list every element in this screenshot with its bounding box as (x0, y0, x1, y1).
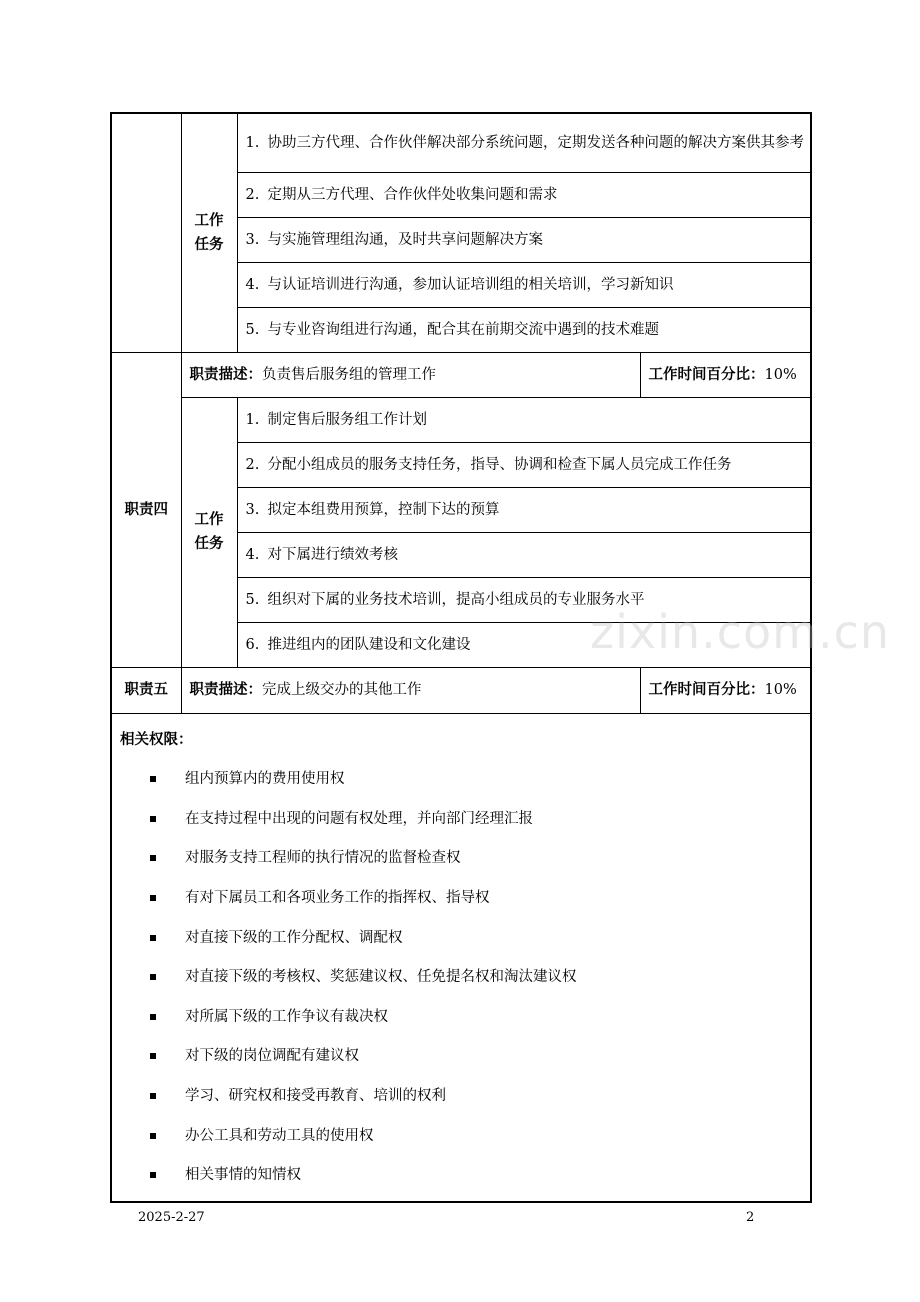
task-item: 5. 组织对下属的业务技术培训，提高小组成员的专业服务水平 (237, 577, 811, 622)
list-item: 对下级的岗位调配有建议权 (120, 1037, 810, 1077)
bullet-icon (150, 1053, 156, 1059)
task-item: 6. 推进组内的团队建设和文化建设 (237, 622, 811, 667)
permissions-title: 相关权限： (120, 731, 193, 748)
list-item: 学习、研究权和接受再教育、培训的权利 (120, 1076, 810, 1116)
task-item: 1. 协助三方代理、合作伙伴解决部分系统问题，定期发送各种问题的解决方案供其参考 (237, 113, 811, 172)
task-label: 工作任务 (181, 113, 237, 352)
watermark: zixin.com.cn (590, 605, 891, 659)
list-item: 相关事情的知情权 (120, 1155, 810, 1195)
page-number: 2 (746, 1210, 755, 1225)
task-item: 3. 与实施管理组沟通，及时共享问题解决方案 (237, 217, 811, 262)
list-item: 对直接下级的考核权、奖惩建议权、任免提名权和淘汰建议权 (120, 957, 810, 997)
bullet-icon (150, 1133, 156, 1139)
list-item: 对服务支持工程师的执行情况的监督检查权 (120, 839, 810, 879)
bullet-icon (150, 1014, 156, 1020)
task-item: 4. 对下属进行绩效考核 (237, 532, 811, 577)
duty5-time-percentage: 工作时间百分比：10% (640, 667, 811, 713)
permissions-list (120, 760, 810, 1196)
footer-date: 2025-2-27 (138, 1210, 205, 1225)
list-item: 对所属下级的工作争议有裁决权 (120, 997, 810, 1037)
list-item: 对直接下级的工作分配权、调配权 (120, 918, 810, 958)
task-item: 4. 与认证培训进行沟通，参加认证培训组的相关培训，学习新知识 (237, 262, 811, 307)
duty4-time-percentage: 工作时间百分比：10% (640, 352, 811, 397)
list-item: 有对下属员工和各项业务工作的指挥权、指导权 (120, 878, 810, 918)
permissions-section (111, 713, 811, 1202)
duty5-title: 职责五 (111, 667, 181, 713)
duty4-description: 职责描述：负责售后服务组的管理工作 (181, 352, 640, 397)
responsibility-table (110, 112, 812, 1203)
list-item: 在支持过程中出现的问题有权处理，并向部门经理汇报 (120, 799, 810, 839)
bullet-icon (150, 1172, 156, 1178)
task-item: 5. 与专业咨询组进行沟通，配合其在前期交流中遇到的技术难题 (237, 307, 811, 352)
task-item: 1. 制定售后服务组工作计划 (237, 397, 811, 442)
bullet-icon (150, 776, 156, 782)
task-item: 2. 定期从三方代理、合作伙伴处收集问题和需求 (237, 172, 811, 217)
bullet-icon (150, 855, 156, 861)
bullet-icon (150, 935, 156, 941)
duty5-description: 职责描述：完成上级交办的其他工作 (181, 667, 640, 713)
bullet-icon (150, 816, 156, 822)
list-item: 办公工具和劳动工具的使用权 (120, 1116, 810, 1156)
list-item: 组内预算内的费用使用权 (120, 760, 810, 800)
bullet-icon (150, 974, 156, 980)
duty3-title-cell (111, 113, 181, 352)
duty4-title: 职责四 (111, 352, 181, 667)
task-label: 工作任务 (181, 397, 237, 667)
bullet-icon (150, 895, 156, 901)
task-item: 2. 分配小组成员的服务支持任务，指导、协调和检查下属人员完成工作任务 (237, 442, 811, 487)
task-item: 3. 拟定本组费用预算，控制下达的预算 (237, 487, 811, 532)
bullet-icon (150, 1093, 156, 1099)
